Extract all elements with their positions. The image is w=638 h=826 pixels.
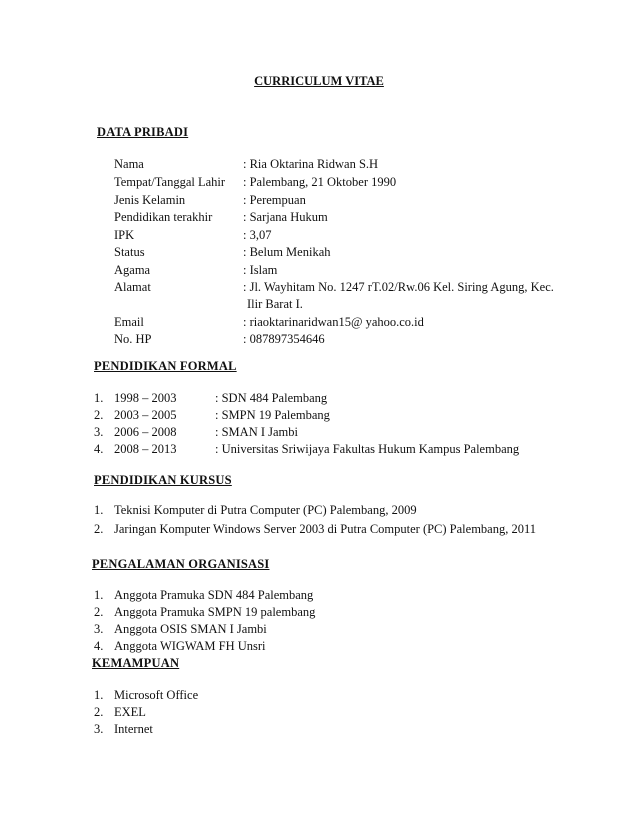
list-item: [0, 521, 638, 538]
personal-value: : Jl. Wayhitam No. 1247 rT.02/Rw.06 Kel. Siring Agung, Kec.: [243, 280, 554, 294]
list-number: 3.: [94, 622, 104, 636]
education-school: : SDN 484 Palembang: [215, 391, 328, 405]
skill-text: Internet: [114, 722, 153, 736]
education-school: : Universitas Sriwijaya Fakultas Hukum Kampus Palembang: [215, 442, 520, 456]
personal-row: [0, 209, 638, 226]
list-number: 2.: [94, 705, 104, 719]
section-heading-personal: DATA PRIBADI: [97, 125, 189, 139]
list-item: [0, 604, 638, 621]
course-text: Teknisi Komputer di Putra Computer (PC) Palembang, 2009: [114, 503, 417, 517]
list-item: [0, 390, 638, 407]
list-item: [0, 407, 638, 424]
education-years: 2003 – 2005: [114, 408, 177, 422]
personal-label: IPK: [114, 228, 135, 242]
organization-text: Anggota Pramuka SDN 484 Palembang: [114, 588, 314, 602]
title-text: CURRICULUM VITAE: [254, 74, 384, 88]
personal-label: Tempat/Tanggal Lahir: [114, 175, 226, 189]
list-item: [0, 502, 638, 519]
skill-text: Microsoft Office: [114, 688, 199, 702]
personal-row: [0, 262, 638, 279]
education-years: 2008 – 2013: [114, 442, 177, 456]
personal-row: [0, 314, 638, 331]
personal-row: [0, 227, 638, 244]
personal-value: : Perempuan: [243, 193, 306, 207]
list-number: 4.: [94, 639, 104, 653]
list-number: 1.: [94, 688, 104, 702]
personal-label: Status: [114, 245, 145, 259]
education-years: 2006 – 2008: [114, 425, 177, 439]
education-years: 1998 – 2003: [114, 391, 177, 405]
section-heading-skills: KEMAMPUAN: [92, 656, 180, 670]
list-item: [0, 638, 638, 655]
list-number: 1.: [94, 391, 104, 405]
personal-value: : Ria Oktarina Ridwan S.H: [243, 157, 379, 171]
personal-label: Nama: [114, 157, 144, 171]
skill-text: EXEL: [114, 705, 146, 719]
list-item: [0, 621, 638, 638]
personal-value: : 087897354646: [243, 332, 325, 346]
personal-value: : riaoktarinaridwan15@ yahoo.co.id: [243, 315, 424, 329]
list-number: 3.: [94, 722, 104, 736]
personal-row: [0, 174, 638, 191]
personal-row-continued: [0, 296, 638, 313]
personal-row: [0, 279, 638, 296]
personal-label: Agama: [114, 263, 151, 277]
list-number: 1.: [94, 503, 104, 517]
list-number: 2.: [94, 605, 104, 619]
section-heading-courses: PENDIDIKAN KURSUS: [94, 473, 232, 487]
list-item: [0, 704, 638, 721]
list-number: 1.: [94, 588, 104, 602]
personal-row: [0, 331, 638, 348]
organization-text: Anggota WIGWAM FH Unsri: [114, 639, 266, 653]
personal-row: [0, 244, 638, 261]
list-number: 4.: [94, 442, 104, 456]
personal-row: [0, 156, 638, 173]
personal-value: : Islam: [243, 263, 278, 277]
section-heading-formal: PENDIDIKAN FORMAL: [94, 359, 237, 373]
organization-text: Anggota OSIS SMAN I Jambi: [114, 622, 267, 636]
education-school: : SMAN I Jambi: [215, 425, 298, 439]
list-item: [0, 424, 638, 441]
address-continued: Ilir Barat I.: [247, 297, 303, 311]
personal-label: Jenis Kelamin: [114, 193, 186, 207]
list-number: 3.: [94, 425, 104, 439]
personal-label: Email: [114, 315, 144, 329]
organization-text: Anggota Pramuka SMPN 19 palembang: [114, 605, 316, 619]
course-text: Jaringan Komputer Windows Server 2003 di Putra Computer (PC) Palembang, 2011: [114, 522, 537, 536]
personal-row: [0, 192, 638, 209]
section-heading-organization: PENGALAMAN ORGANISASI: [92, 557, 270, 571]
list-item: [0, 687, 638, 704]
list-number: 2.: [94, 522, 104, 536]
document-title: [0, 73, 638, 89]
list-number: 2.: [94, 408, 104, 422]
personal-value: : Belum Menikah: [243, 245, 331, 259]
personal-label: Pendidikan terakhir: [114, 210, 213, 224]
personal-value: : 3,07: [243, 228, 272, 242]
personal-value: : Sarjana Hukum: [243, 210, 328, 224]
personal-label: No. HP: [114, 332, 152, 346]
list-item: [0, 441, 638, 458]
personal-label: Alamat: [114, 280, 151, 294]
personal-value: : Palembang, 21 Oktober 1990: [243, 175, 397, 189]
education-school: : SMPN 19 Palembang: [215, 408, 330, 422]
list-item: [0, 721, 638, 738]
list-item: [0, 587, 638, 604]
